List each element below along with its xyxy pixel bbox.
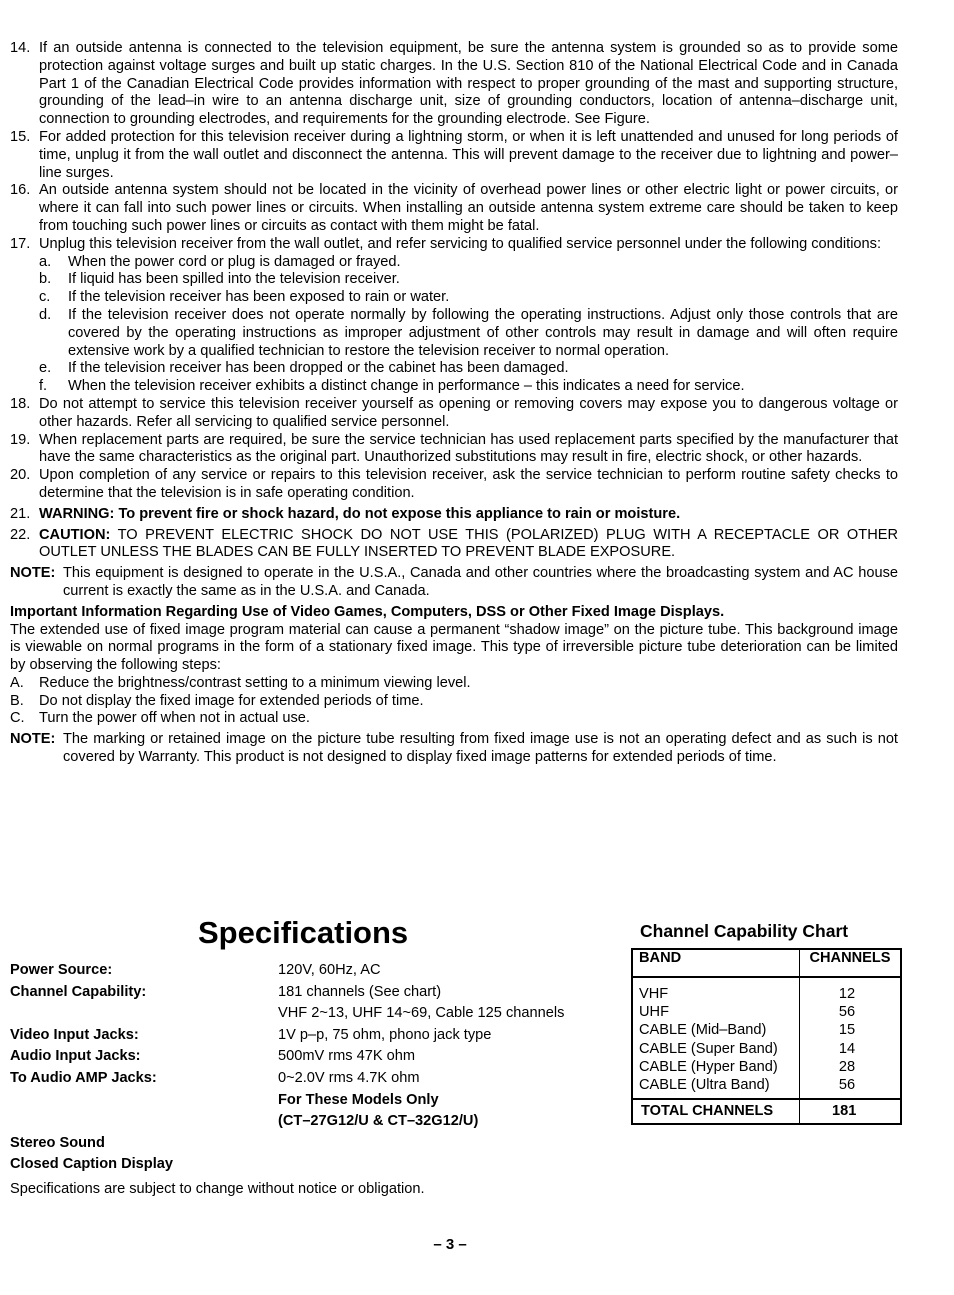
- note-broadcasting: [10, 565, 898, 601]
- channel-capability-label: Channel Capability:: [10, 983, 147, 1000]
- stereo-sound-label: Stereo Sound: [10, 1134, 105, 1151]
- video-input-value: 1V p–p, 75 ohm, phono jack type: [278, 1026, 492, 1043]
- band-cell: CABLE (Mid–Band): [639, 1022, 767, 1039]
- specs-disclaimer: Specifications are subject to change without notice or obligation.: [10, 1181, 425, 1197]
- sub-item-c: [39, 289, 898, 307]
- sub-item-letter: e.: [39, 360, 52, 377]
- audio-input-value: 500mV rms 47K ohm: [278, 1048, 416, 1065]
- spec-labels: [10, 960, 270, 1176]
- sub-item-d: [39, 307, 898, 360]
- safety-item-17: [10, 236, 898, 254]
- channel-count-cell: 12: [838, 986, 856, 1002]
- safety-item-20: [10, 467, 898, 503]
- spacer: [10, 1003, 270, 1025]
- sub-item-text: When the television receiver exhibits a distinct change in performance – this indicates a need for service.: [68, 378, 745, 395]
- total-label: TOTAL CHANNELS: [632, 1099, 800, 1124]
- channel-chart-title: Channel Capability Chart: [640, 921, 849, 941]
- item-number: 18.: [10, 395, 31, 412]
- channel-count-cell: 14: [838, 1040, 856, 1057]
- warning-text: WARNING: To prevent fire or shock hazard, do not expose this appliance to rain or moisture.: [39, 505, 681, 522]
- item-number: 14.: [10, 40, 31, 56]
- safety-item-19: [10, 432, 898, 468]
- note-text: This equipment is designed to operate in the U.S.A., Canada and other countries where the broadcasting system and AC house current is exactly the same as in the U.S.A. and Canada.: [63, 565, 898, 599]
- page-number: – 3 –: [433, 1236, 467, 1253]
- models-label: For These Models Only: [278, 1091, 439, 1108]
- fixed-image-paragraph: The extended use of fixed image program material can cause a permanent “shadow image” on the picture tube. This background image is viewable on normal programs in the form of a stationary fixed image. This type of irreversible picture tube deterioration can be limited by observing the following steps:: [10, 621, 898, 674]
- band-column: [632, 977, 800, 1099]
- power-source-value: 120V, 60Hz, AC: [278, 962, 381, 978]
- sub-item-text: If the television receiver has been exposed to rain or water.: [68, 289, 450, 306]
- channel-count-cell: 28: [838, 1058, 856, 1075]
- channel-capability-value: 181 channels (See chart): [278, 983, 442, 1000]
- step-letter: B.: [10, 692, 24, 709]
- specifications-title: Specifications: [198, 915, 409, 950]
- spec-values: [278, 960, 618, 1133]
- item-text: When replacement parts are required, be sure the service technician has used replacement parts specified by the manufacturer that have the same characteristics as the original part. Unauthorized substitutions may result in fire, electric shock, or other hazards.: [39, 431, 898, 466]
- sub-item-letter: c.: [39, 289, 51, 306]
- safety-instructions: [10, 40, 898, 767]
- channel-breakdown-value: VHF 2~13, UHF 14~69, Cable 125 channels: [278, 1005, 565, 1022]
- sub-item-text: If the television receiver has been dropped or the cabinet has been damaged.: [68, 360, 569, 377]
- safety-item-21-warning: [10, 506, 898, 524]
- item-number: 20.: [10, 467, 31, 484]
- total-row: [632, 1099, 901, 1124]
- band-cell: CABLE (Super Band): [639, 1040, 778, 1057]
- channel-capability-table: [631, 948, 902, 1125]
- caution-text: TO PREVENT ELECTRIC SHOCK DO NOT USE THIS (POLARIZED) PLUG WITH A RECEPTACLE OR OTHER OUTLET UNLESS THE BLADES CAN BE FULLY INSERTED TO PREVENT BLADE EXPOSURE.: [39, 526, 899, 561]
- table-body-row: [632, 977, 901, 1099]
- video-input-label: Video Input Jacks:: [10, 1026, 139, 1043]
- sub-item-text: When the power cord or plug is damaged or frayed.: [68, 253, 401, 270]
- fixed-image-step-c: [10, 710, 898, 728]
- step-letter: A.: [10, 674, 24, 691]
- fixed-image-step-a: [10, 675, 898, 693]
- item-text: An outside antenna system should not be located in the vicinity of overhead power lines or other electric light or power circuits, or where it can fall into such power lines or circuits. When installing an outside antenna system extreme care should be taken to keep from touching such power lines or circuits as contact with them might be fatal.: [39, 182, 898, 234]
- channel-count-cell: 56: [838, 1077, 856, 1094]
- sub-item-text: If liquid has been spilled into the television receiver.: [68, 271, 400, 288]
- channels-column: [800, 977, 902, 1099]
- step-text: Reduce the brightness/contrast setting to a minimum viewing level.: [39, 674, 471, 691]
- audio-input-label: Audio Input Jacks:: [10, 1048, 141, 1065]
- item-number: 17.: [10, 235, 31, 252]
- audio-amp-value: 0~2.0V rms 4.7K ohm: [278, 1069, 420, 1086]
- step-letter: C.: [10, 710, 25, 727]
- item-text: For added protection for this television receiver during a lightning storm, or when it is left unattended and unused for long periods of time, unplug it from the wall outlet and disconnect the antenna. This will prevent damage to the receiver due to lightning and power–line surges.: [39, 128, 898, 181]
- power-source-label: Power Source:: [10, 962, 113, 978]
- sub-item-f: [39, 378, 898, 396]
- safety-item-22-caution: [10, 527, 898, 563]
- step-text: Do not display the fixed image for extended periods of time.: [39, 692, 424, 709]
- sub-item-text: If the television receiver does not operate normally by following the operating instructions. Adjust only those controls that are covered by the operating instructions as improper adjustment of other controls may result in damage and will often require extensive work by a qualified technician to restore the television receiver to normal operation.: [68, 306, 898, 359]
- channels-header: CHANNELS: [800, 949, 902, 977]
- sub-item-letter: f.: [39, 378, 48, 395]
- item-text: Do not attempt to service this television receiver yourself as opening or removing covers may expose you to dangerous voltage or other hazards. Refer all servicing to qualified service personnel.: [39, 395, 898, 430]
- models-value: (CT–27G12/U & CT–32G12/U): [278, 1113, 479, 1130]
- item-number: 21.: [10, 505, 31, 522]
- channel-count-cell: 56: [838, 1004, 856, 1021]
- safety-item-14: [10, 40, 898, 129]
- band-cell: CABLE (Ultra Band): [639, 1077, 770, 1094]
- item-number: 19.: [10, 431, 31, 448]
- spacer: [10, 1090, 270, 1133]
- audio-amp-label: To Audio AMP Jacks:: [10, 1069, 157, 1086]
- sub-item-letter: b.: [39, 271, 52, 288]
- sub-item-e: [39, 360, 898, 378]
- band-cell: VHF: [639, 986, 669, 1002]
- safety-item-15: [10, 129, 898, 182]
- closed-caption-label: Closed Caption Display: [10, 1156, 173, 1173]
- caution-label: CAUTION:: [39, 526, 111, 543]
- safety-item-16: [10, 182, 898, 235]
- fixed-image-step-b: [10, 693, 898, 711]
- note-label: NOTE:: [10, 565, 56, 582]
- sub-item-a: [39, 254, 898, 272]
- band-cell: UHF: [639, 1004, 669, 1021]
- step-text: Turn the power off when not in actual use.: [39, 710, 310, 727]
- note-label: NOTE:: [10, 731, 56, 748]
- band-header: BAND: [632, 949, 800, 977]
- item-text: Upon completion of any service or repairs to this television receiver, ask the service technician to perform routine safety checks to determine that the television is in safe operating condition.: [39, 467, 898, 501]
- item-text: Unplug this television receiver from the wall outlet, and refer servicing to qualified service personnel under the following conditions:: [39, 235, 882, 252]
- sub-item-b: [39, 271, 898, 289]
- safety-item-18: [10, 396, 898, 432]
- table-header-row: [632, 949, 901, 977]
- sub-item-letter: d.: [39, 306, 52, 323]
- item-number: 22.: [10, 526, 31, 543]
- note-warranty: [10, 731, 898, 767]
- item-text: If an outside antenna is connected to the television equipment, be sure the antenna system is grounded so as to provide some protection against voltage surges and built up static charges. In the U.S. Section 810 of the National Electrical Code and in Canada Part 1 of the Canadian Electrical Code provides information with respect to proper grounding of the mast and supporting structure, grounding of the lead–in wire to an antenna discharge unit, size of grounding conductors, location of antenna–discharge unit, connection to grounding electrodes, and requirements for the grounding electrode. See Figure.: [39, 40, 898, 128]
- channel-count-cell: 15: [838, 1022, 856, 1039]
- sub-item-letter: a.: [39, 253, 52, 270]
- total-value: 181: [800, 1099, 902, 1124]
- item-number: 16.: [10, 182, 31, 199]
- band-cell: CABLE (Hyper Band): [639, 1058, 778, 1075]
- item-number: 15.: [10, 128, 31, 145]
- fixed-image-heading: Important Information Regarding Use of Video Games, Computers, DSS or Other Fixed Image Displays.: [10, 603, 725, 620]
- note-text: The marking or retained image on the picture tube resulting from fixed image use is not an operating defect and as such is not covered by Warranty. This product is not designed to display fixed image patterns for extended periods of time.: [63, 731, 898, 766]
